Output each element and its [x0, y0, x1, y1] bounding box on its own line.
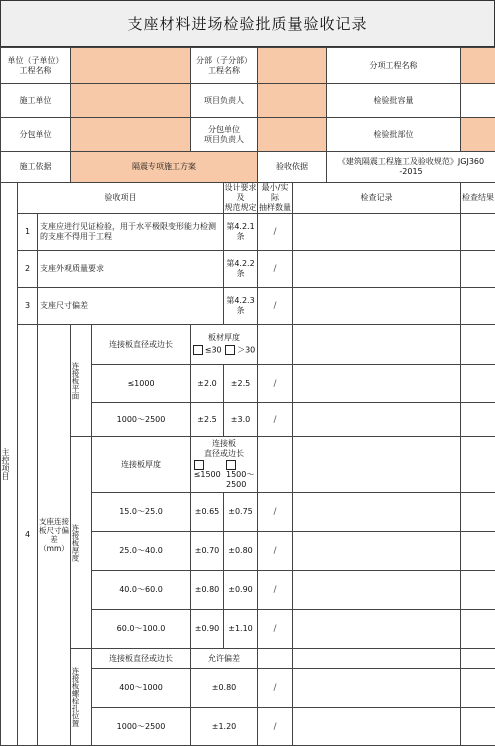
row-result[interactable]	[461, 610, 495, 649]
col-sampling-header: 最小/实际 抽样数量	[259, 183, 292, 212]
pm-value[interactable]	[258, 84, 327, 118]
group3-label-cell	[71, 649, 92, 746]
row-result[interactable]	[461, 571, 495, 610]
row-sample: /	[258, 365, 293, 403]
row-sample: /	[258, 669, 293, 708]
tol-b: ±3.0	[224, 403, 258, 437]
tol-a: ±2.0	[191, 365, 224, 403]
sub-pm-label: 分包单位 项目负责人	[191, 118, 258, 152]
group2-head-left: 连接板厚度	[92, 437, 191, 493]
division-value[interactable]	[258, 48, 327, 84]
group3-head-sample	[258, 649, 293, 669]
accept-basis-label: 验收依据	[258, 152, 327, 183]
group1-option-b[interactable]	[225, 345, 255, 356]
row-result[interactable]	[461, 251, 495, 288]
row-item-text: 支座尺寸偏差	[38, 288, 224, 325]
tol-b: ±2.5	[224, 365, 258, 403]
row-record[interactable]	[293, 365, 461, 403]
item4-label: 支座连接板尺寸偏差（mm）	[39, 517, 69, 553]
group1-head-right	[191, 325, 258, 365]
group3-head-left: 连接板直径或边长	[92, 649, 191, 669]
option-label: ＞30	[237, 345, 256, 355]
group2-head-right	[191, 437, 258, 493]
capacity-value[interactable]	[461, 84, 495, 118]
group3-label: 连接板螺栓孔位置	[71, 667, 80, 727]
row-record[interactable]	[293, 403, 461, 437]
pm-label: 项目负责人	[191, 84, 258, 118]
group1-head-left: 连接板直径或边长	[92, 325, 191, 365]
col-design-header: 设计要求及 规范规定	[224, 183, 257, 212]
group2-head-result[interactable]	[461, 437, 495, 493]
range: 1000～2500	[92, 708, 191, 746]
tol-b: ±1.10	[224, 610, 258, 649]
subitem-value[interactable]	[461, 48, 495, 84]
col-record-header: 检查记录	[293, 183, 461, 214]
tol-a: ±0.80	[191, 571, 224, 610]
row-result[interactable]	[461, 214, 495, 251]
group2-head-right-title: 连接板 直径或边长	[204, 438, 245, 458]
group1-option-a[interactable]	[193, 345, 222, 356]
checkbox-icon[interactable]	[194, 460, 204, 470]
row-sample: /	[258, 571, 293, 610]
division-label: 分部（子分部） 工程名称	[191, 48, 258, 84]
contractor-label: 施工单位	[1, 84, 71, 118]
range: 15.0～25.0	[92, 493, 191, 532]
row-spec: 第4.2.2条	[224, 251, 258, 288]
tol-b: ±0.80	[224, 532, 258, 571]
tol-b: ±0.75	[224, 493, 258, 532]
range: ≤1000	[92, 365, 191, 403]
row-sample: /	[258, 251, 293, 288]
main-control-text: 主控项目	[1, 448, 10, 480]
tol: ±0.80	[191, 669, 258, 708]
row-result[interactable]	[461, 669, 495, 708]
row-record[interactable]	[293, 493, 461, 532]
checkbox-icon[interactable]	[226, 460, 236, 470]
row-record[interactable]	[293, 610, 461, 649]
row-no: 1	[18, 214, 38, 251]
group1-head-result[interactable]	[461, 325, 495, 365]
subcontractor-value[interactable]	[71, 118, 191, 152]
group1-head-sample	[258, 325, 293, 365]
tol-a: ±0.70	[191, 532, 224, 571]
option-label: ≤30	[204, 345, 222, 355]
group2-label: 连接板厚度	[71, 523, 80, 562]
group2-option-a[interactable]	[194, 460, 221, 481]
range: 40.0～60.0	[92, 571, 191, 610]
row-item-text: 支座外观质量要求	[38, 251, 224, 288]
group3-head-record[interactable]	[293, 649, 461, 669]
tol-a: ±0.65	[191, 493, 224, 532]
accept-basis-value: 《建筑隔震工程施工及验收规范》JGJ360 -2015	[327, 152, 495, 183]
option-label: 1500～ 2500	[226, 470, 255, 490]
checkbox-icon[interactable]	[225, 345, 235, 355]
group1-head-record[interactable]	[293, 325, 461, 365]
tol: ±1.20	[191, 708, 258, 746]
page-title: 支座材料进场检验批质量验收记录	[0, 0, 495, 47]
table-row	[1, 251, 495, 288]
row-record[interactable]	[293, 571, 461, 610]
row-result[interactable]	[461, 532, 495, 571]
row-sample: /	[258, 214, 293, 251]
unit-value[interactable]	[71, 48, 191, 84]
group1-label: 连接板平面	[71, 361, 80, 400]
acceptance-form-table	[0, 47, 495, 746]
capacity-label: 检验批容量	[327, 84, 461, 118]
basis-value: 隔震专项施工方案	[71, 152, 258, 183]
table-row	[1, 214, 495, 251]
row-no: 2	[18, 251, 38, 288]
range: 1000～2500	[92, 403, 191, 437]
option-label: ≤1500	[193, 470, 221, 480]
group2-label-cell	[71, 437, 92, 649]
group3-head-result[interactable]	[461, 649, 495, 669]
row-sample: /	[258, 610, 293, 649]
col-result-header: 检查结果	[461, 183, 495, 214]
range: 60.0～100.0	[92, 610, 191, 649]
row-record[interactable]	[293, 669, 461, 708]
group1-head-right-title: 板材厚度	[208, 333, 241, 343]
row-record[interactable]	[293, 214, 461, 251]
row-result[interactable]	[461, 493, 495, 532]
row-sample: /	[258, 288, 293, 325]
part-label: 检验批部位	[327, 118, 461, 152]
contractor-value[interactable]	[71, 84, 191, 118]
part-value[interactable]	[461, 118, 495, 152]
tol-b: ±0.90	[224, 571, 258, 610]
item4-no: 4	[18, 325, 38, 746]
table-row	[1, 288, 495, 325]
main-control-label	[1, 183, 18, 746]
range: 400～1000	[92, 669, 191, 708]
group2-option-b[interactable]	[226, 460, 254, 491]
subitem-label: 分项工程名称	[327, 48, 461, 84]
row-spec: 第4.2.3条	[224, 288, 258, 325]
sub-pm-value[interactable]	[258, 118, 327, 152]
subcontractor-label: 分包单位	[1, 118, 71, 152]
row-sample: /	[258, 403, 293, 437]
group3-head-right: 允许偏差	[191, 649, 258, 669]
item4-label-cell	[38, 325, 71, 746]
group2-head-sample	[258, 437, 293, 493]
row-record[interactable]	[293, 288, 461, 325]
col-items-header: 验收项目	[18, 183, 224, 214]
row-sample: /	[258, 708, 293, 746]
row-sample: /	[258, 493, 293, 532]
row-spec: 第4.2.1条	[224, 214, 258, 251]
unit-label: 单位（子单位） 工程名称	[1, 48, 71, 84]
range: 25.0～40.0	[92, 532, 191, 571]
basis-label: 施工依据	[1, 152, 71, 183]
row-result[interactable]	[461, 403, 495, 437]
row-no: 3	[18, 288, 38, 325]
tol-a: ±0.90	[191, 610, 224, 649]
row-result[interactable]	[461, 288, 495, 325]
tol-a: ±2.5	[191, 403, 224, 437]
row-sample: /	[258, 532, 293, 571]
row-result[interactable]	[461, 708, 495, 746]
group2-head-record[interactable]	[293, 437, 461, 493]
row-record[interactable]	[293, 708, 461, 746]
checkbox-icon[interactable]	[193, 345, 203, 355]
group1-label-cell	[71, 325, 92, 437]
row-record[interactable]	[293, 532, 461, 571]
row-record[interactable]	[293, 251, 461, 288]
row-item-text: 支座应进行见证检验，用于水平极限变形能力检测的支座不得用于工程	[38, 214, 224, 251]
row-result[interactable]	[461, 365, 495, 403]
